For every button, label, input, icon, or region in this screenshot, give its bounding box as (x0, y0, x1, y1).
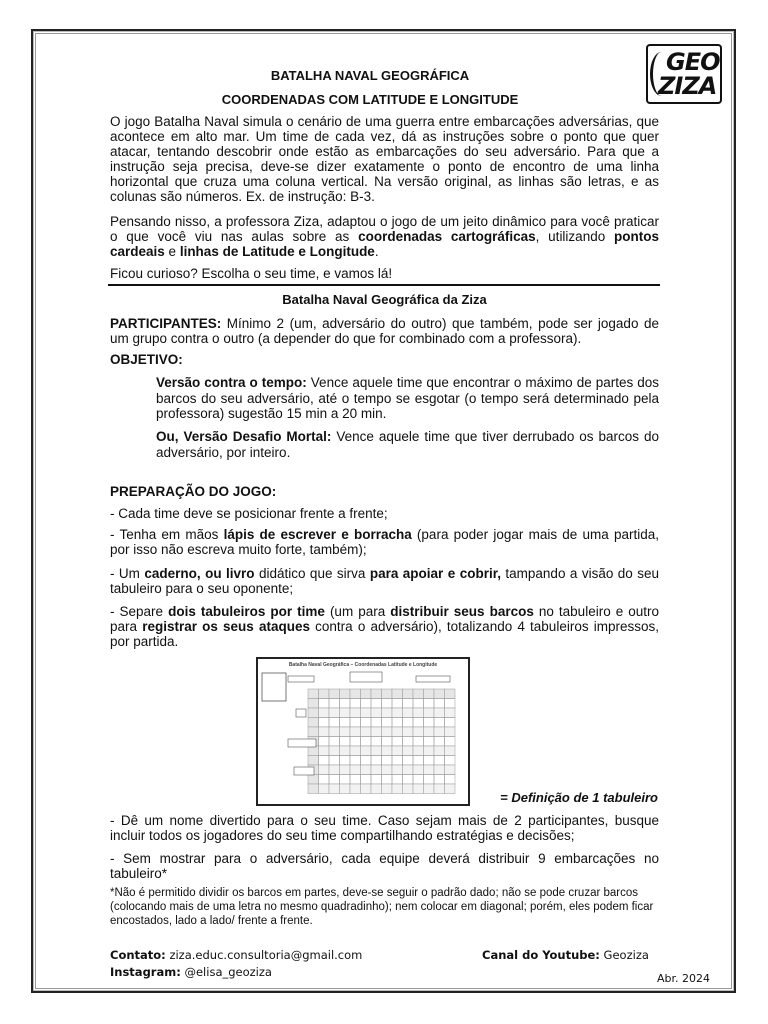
prep-item-1: - Cada time deve se posicionar frente a frente; (110, 506, 388, 521)
intro-paragraph: O jogo Batalha Naval simula o cenário de uma guerra entre embarcações adversárias, que acontece em alto mar. Um time de cada vez, dá as instruções sobre o ponto que quer atacar, tentando descobrir onde estão as embarcações do seu adversário. Para que a instrução seja precisa, deve-se dizer exatamente o ponto de encontro de uma linha horizontal que cruza uma coluna vertical. Na versão original, as linhas são letras, e as colunas são números. Ex. de instrução: B-3. (110, 114, 659, 204)
versao-tempo-paragraph: Versão contra o tempo: Vence aquele time que encontrar o máximo de partes dos barcos do seu adversário, até o tempo se esgotar (o tempo será determinado pela professora) sugestão 15 min a 20 min. (156, 375, 659, 421)
pensando-paragraph: Pensando nisso, a professora Ziza, adaptou o jogo de um jeito dinâmico para você praticar o que você viu nas aulas sobre as coordenadas cartográficas, utilizando pontos cardeais e linhas de Latitude e Longitude. (110, 214, 659, 259)
document-date: Abr. 2024 (657, 972, 711, 985)
prep-item-4: - Separe dois tabuleiros por time (um para distribuir seus barcos no tabuleiro e outro para registrar os seus ataques contra o adversário), totalizando 4 tabuleiros impressos, por partida. (110, 604, 660, 649)
document-title: BATALHA NAVAL GEOGRÁFICA (270, 68, 470, 83)
board-title: Batalha Naval Geográfica – Coordenadas Latitude e Longitude (288, 662, 438, 668)
footnote: *Não é permitido dividir os barcos em partes, deve-se seguir o padrão dado; não se pode cruzar barcos (colocando mais de uma letra no mesmo quadradinho); nem colocar em diagonal; porém, eles podem ficar encostados, lado a lado/ frente a frente. (110, 887, 654, 927)
prep-item-5: - Dê um nome divertido para o seu time. Caso sejam mais de 2 participantes, busque incluir todos os jogadores do seu time compartilhando estratégias e decisões; (110, 813, 659, 843)
section-title: Batalha Naval Geográfica da Ziza (282, 292, 487, 307)
document-subtitle: COORDENADAS COM LATITUDE E LONGITUDE (221, 92, 519, 107)
contact-email: Contato: ziza.educ.consultoria@gmail.com (110, 948, 363, 962)
participantes-paragraph: PARTICIPANTES: Mínimo 2 (um, adversário do outro) que também, pode ser jogado de um grupo contra o outro (a depender do que for combinado com a professora). (110, 316, 659, 346)
youtube-channel: Canal do Youtube: Geoziza (482, 948, 649, 962)
board-image (256, 657, 470, 806)
preparacao-heading: PREPARAÇÃO DO JOGO: (110, 484, 277, 499)
instagram-handle: Instagram: @elisa_geoziza (110, 965, 272, 979)
curioso-paragraph: Ficou curioso? Escolha o seu time, e vamos lá! (110, 266, 393, 281)
geoziza-logo: GEO ZIZA (646, 44, 722, 104)
prep-item-2: - Tenha em mãos lápis de escrever e borracha (para poder jogar mais de uma partida, por isso não escreva muito forte, também); (110, 527, 659, 557)
section-divider (108, 284, 660, 286)
objetivo-heading: OBJETIVO: (110, 352, 183, 367)
versao-desafio-paragraph: Ou, Versão Desafio Mortal: Vence aquele time que tiver derrubado os barcos do adversário, por inteiro. (156, 429, 659, 460)
board-definition: = Definição de 1 tabuleiro (500, 790, 658, 805)
prep-item-6: - Sem mostrar para o adversário, cada equipe deverá distribuir 9 embarcações no tabuleiro* (110, 851, 659, 881)
board-grid (258, 659, 468, 804)
prep-item-3: - Um caderno, ou livro didático que sirva para apoiar e cobrir, tampando a visão do seu tabuleiro para o seu oponente; (110, 566, 660, 596)
